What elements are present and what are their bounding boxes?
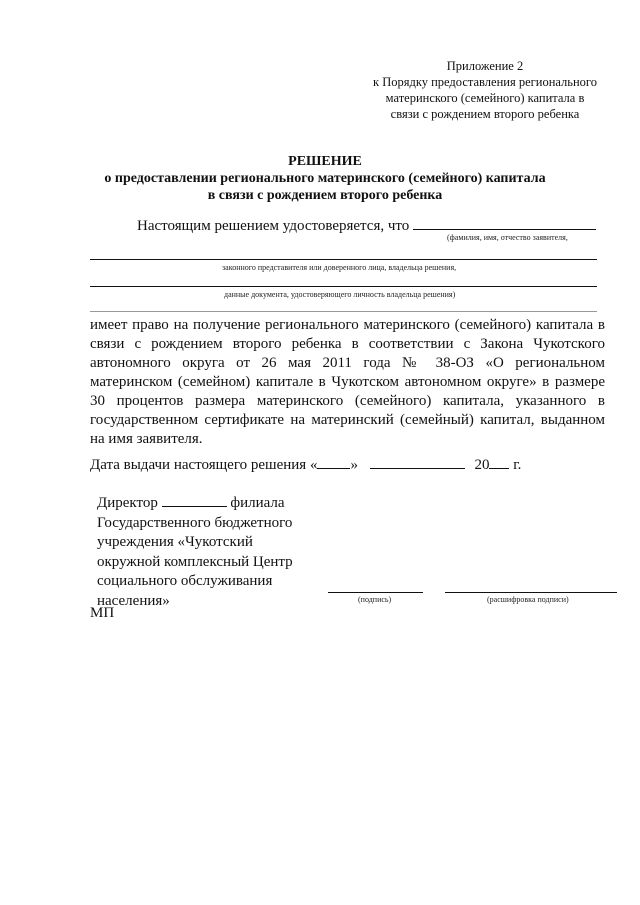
director-organization-line: окружной комплексный Центр	[97, 553, 293, 570]
title-subheading: о предоставлении регионального материнского (семейного) капитала	[104, 171, 546, 186]
issue-date-label: Дата выдачи настоящего решения «	[90, 457, 318, 473]
caption-identity-document: данные документа, удостоверяющего личность владельца решения)	[224, 290, 456, 299]
issue-day-close-quote: »	[350, 457, 358, 473]
representative-field-line[interactable]	[90, 259, 597, 260]
caption-signature: (подпись)	[358, 595, 392, 604]
director-organization-line: учреждения «Чукотский	[97, 534, 253, 550]
applicant-name-field[interactable]	[413, 215, 596, 230]
decision-body-paragraph: имеет право на получение регионального материнского (семейного) капитала в связи с рождением второго ребенка в соответствии с Закона Чукотского автономного округа от 26 мая 2011 года № 38-ОЗ «О региональном материнском (семейном) капитале в Чукотском автономном округе» в размере 30 процентов размера материнского (семейного) капитала, указанного в государственном сертификате на материнский (семейный) капитал, выданном на имя заявителя.	[90, 317, 605, 447]
director-branch-label: филиала	[230, 495, 285, 511]
caption-representative: законного представителя или доверенного лица, владельца решения,	[222, 263, 457, 272]
issue-month-field[interactable]	[370, 454, 465, 469]
caption-signature-decoding: (расшифровка подписи)	[487, 595, 569, 604]
caption-applicant-name: (фамилия, имя, отчество заявителя,	[447, 233, 568, 242]
director-organization-line: населения»	[97, 592, 170, 609]
director-block	[97, 492, 327, 611]
stamp-place-label: МП	[90, 605, 115, 621]
branch-name-field[interactable]	[162, 492, 227, 507]
director-title: Директор	[97, 495, 158, 511]
appendix-header	[360, 58, 610, 122]
issue-date-line	[90, 454, 521, 474]
issue-year-field[interactable]	[489, 454, 509, 469]
appendix-number: Приложение 2	[446, 59, 524, 73]
title-subheading: в связи с рождением второго ребенка	[207, 188, 443, 203]
signature-decoding-field-line[interactable]	[445, 592, 617, 593]
document-title	[60, 153, 590, 204]
certify-text: Настоящим решением удостоверяется, что	[137, 218, 410, 234]
separator-line	[90, 311, 597, 312]
issue-day-field[interactable]	[317, 454, 350, 469]
appendix-reference-line: связи с рождением второго ребенка	[390, 107, 580, 121]
identity-document-field-line[interactable]	[90, 286, 597, 287]
issue-year-prefix: 20	[474, 457, 490, 473]
issue-year-suffix: г.	[513, 457, 522, 473]
appendix-reference-line: материнского (семейного) капитала в	[385, 91, 585, 105]
signature-field-line[interactable]	[328, 592, 423, 593]
title-heading: РЕШЕНИЕ	[288, 154, 362, 169]
appendix-reference-line: к Порядку предоставления регионального	[373, 75, 597, 89]
certify-line	[137, 215, 596, 235]
director-organization-line: Государственного бюджетного	[97, 514, 293, 531]
director-organization-line: социального обслуживания	[97, 573, 273, 589]
